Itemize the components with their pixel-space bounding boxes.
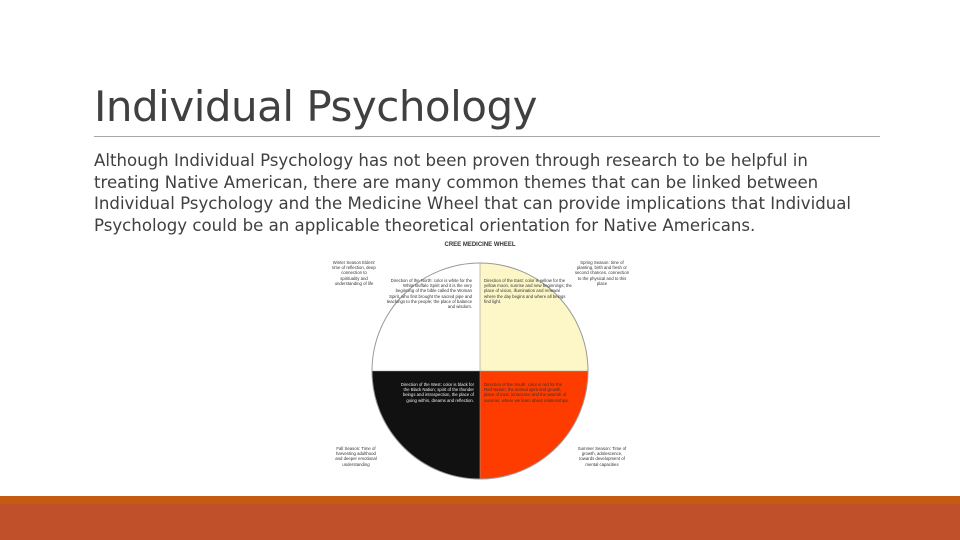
footer-bar <box>0 504 960 540</box>
slide-body-text: Although Individual Psychology has not been proven through research to be helpful in treating Native American, there are many common themes that can be linked between Individual Psychology and the Medicine Wheel that can provide implications that Individual Psychology could be an applicable theoretical orientation for Native Americans. <box>94 151 852 235</box>
slide-title: Individual Psychology <box>94 82 538 131</box>
spring-caption: Spring Season: time of planting, birth and fresh or second chances, connection to the physical and to this place <box>574 260 630 286</box>
summer-caption: Summer Season: Time of growth, adolescence, towards development of mental capacities <box>577 446 627 467</box>
west-quadrant-text: Direction of the West: color is black for the Black Nation; spirit of the thunder beings and introspection, the place of going within, dreams and reflection. <box>400 382 474 403</box>
footer-accent-stripe <box>0 496 960 504</box>
winter-caption: Winter Season Elders' time of reflection, deep connection to spirituality and understanding of life <box>332 260 376 286</box>
medicine-wheel-diagram <box>330 238 630 488</box>
north-quadrant-text: Direction of the North: color is white for the White Buffalo Spirit and it is the very beginning of the bible called the Woman Spirit, who first brought the sacred pipe and teachings to the people; the place of balance and wisdom. <box>386 278 472 310</box>
east-quadrant-text: Direction of the East: color is yellow for the yellow moon, sunrise and new beginnings; the place of vision, illumination and renewal where the day begins and where all beings find light. <box>484 278 572 304</box>
title-underline <box>94 136 880 137</box>
fall-caption: Fall Season: Time of harvesting adulthood and deeper emotional understanding <box>335 446 377 467</box>
south-quadrant-text: Direction of the South: color is red for the Red Nation; the animal spirit and growth, place of trust, innocence and the warmth of summer, where we learn about relationships. <box>484 382 570 403</box>
wheel-title: CREE MEDICINE WHEEL <box>444 242 516 248</box>
